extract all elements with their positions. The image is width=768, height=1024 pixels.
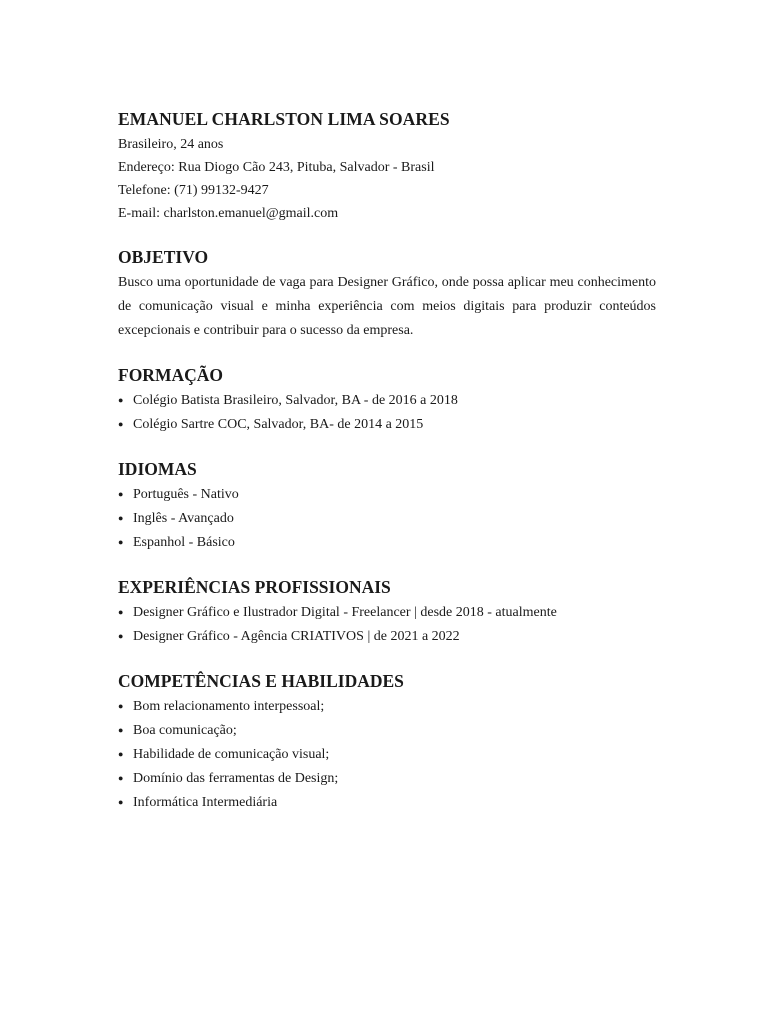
bullet-icon: ● [118,701,124,711]
objective-title: OBJETIVO [118,247,209,267]
list-item-text: Habilidade de comunicação visual; [133,747,330,762]
list-item-text: Designer Gráfico e Ilustrador Digital - Freelancer | desde 2018 - atualmente [133,605,557,620]
email: E-mail: charlston.emanuel@gmail.com [118,206,339,221]
bullet-icon: ● [118,607,124,617]
resume-content [118,108,656,815]
education-title: FORMAÇÃO [118,365,223,385]
languages-section [118,458,656,555]
education-list [118,389,656,437]
list-item [118,483,656,507]
education-section [118,364,656,437]
list-item [118,389,656,413]
bullet-icon: ● [118,537,124,547]
header [118,108,656,225]
list-item-text: Português - Nativo [133,487,239,502]
skills-list [118,695,656,815]
bullet-icon: ● [118,797,124,807]
list-item-text: Boa comunicação; [133,723,237,738]
address: Endereço: Rua Diogo Cão 243, Pituba, Salvador - Brasil [118,160,435,175]
bullet-icon: ● [118,513,124,523]
list-item [118,507,656,531]
objective-section [118,246,656,343]
skills-title: COMPETÊNCIAS E HABILIDADES [118,671,404,691]
bullet-icon: ● [118,631,124,641]
list-item [118,767,656,791]
list-item [118,413,656,437]
bullet-icon: ● [118,395,124,405]
list-item [118,625,656,649]
list-item-text: Domínio das ferramentas de Design; [133,771,339,786]
experience-list [118,601,656,649]
candidate-name: EMANUEL CHARLSTON LIMA SOARES [118,109,450,129]
list-item [118,791,656,815]
list-item-text: Designer Gráfico - Agência CRIATIVOS | de 2021 a 2022 [133,629,460,644]
list-item-text: Colégio Batista Brasileiro, Salvador, BA - de 2016 a 2018 [133,393,458,408]
experience-title: EXPERIÊNCIAS PROFISSIONAIS [118,577,391,597]
bullet-icon: ● [118,489,124,499]
bullet-icon: ● [118,419,124,429]
experience-section [118,576,656,649]
list-item [118,695,656,719]
languages-title: IDIOMAS [118,459,197,479]
languages-list [118,483,656,555]
list-item-text: Informática Intermediária [133,795,278,810]
bullet-icon: ● [118,749,124,759]
phone: Telefone: (71) 99132-9427 [118,183,269,198]
objective-text: Busco uma oportunidade de vaga para Designer Gráfico, onde possa aplicar meu conhecimento de comunicação visual e minha experiência com meios digitais para produzir conteúdos excepcionais e contribuir para o sucesso da empresa. [118,275,656,338]
nationality-age: Brasileiro, 24 anos [118,137,224,152]
skills-section [118,670,656,815]
list-item-text: Colégio Sartre COC, Salvador, BA- de 2014 a 2015 [133,417,424,432]
list-item-text: Bom relacionamento interpessoal; [133,699,325,714]
list-item-text: Espanhol - Básico [133,535,235,550]
list-item [118,601,656,625]
bullet-icon: ● [118,773,124,783]
list-item-text: Inglês - Avançado [133,511,234,526]
list-item [118,719,656,743]
bullet-icon: ● [118,725,124,735]
list-item [118,531,656,555]
list-item [118,743,656,767]
